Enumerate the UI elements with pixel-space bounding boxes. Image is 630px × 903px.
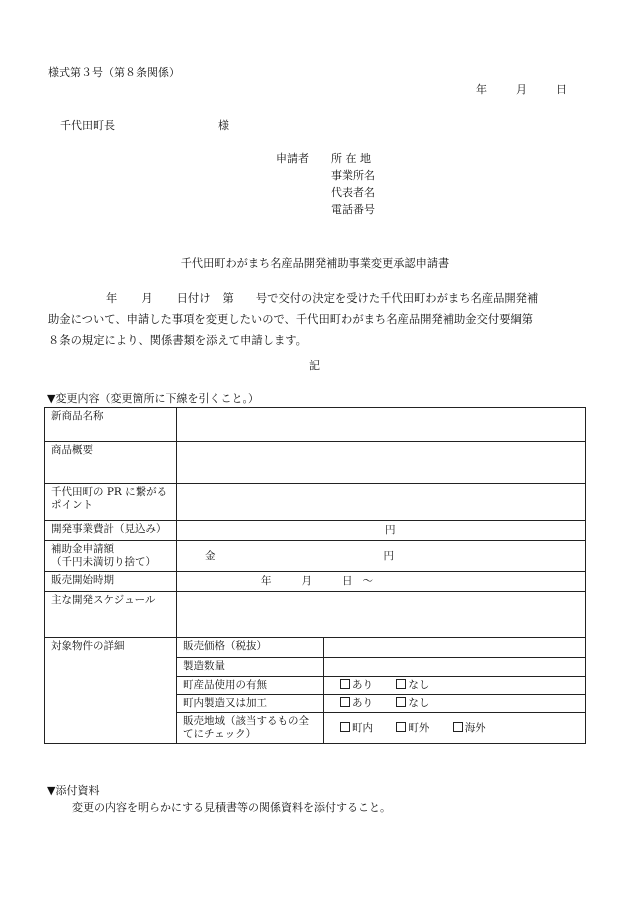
label-target-details: 対象物件の詳細: [45, 638, 177, 744]
attachments-note: 変更の内容を明らかにする見積書等の関係資料を添付すること。: [72, 801, 391, 814]
applicant-label: 申請者: [276, 152, 309, 165]
addressee: 千代田町長: [60, 119, 115, 132]
row-pr-point: [45, 484, 586, 521]
body-line-2: 助金について、申請した事項を変更したいので、千代田町わがまち名産品開発補助金交付要綱第: [48, 313, 534, 326]
body-paragraph: [48, 288, 588, 351]
field-local-use: [324, 677, 586, 695]
field-dev-cost[interactable]: [177, 521, 586, 541]
attachments-heading: ▼添付資料: [47, 784, 100, 797]
ki-mark: 記: [309, 359, 320, 372]
field-product-name[interactable]: [177, 408, 586, 442]
sales-area-overseas[interactable]: 海外: [453, 722, 486, 735]
label-pr-point: 千代田町の PR に繋がる ポイント: [45, 484, 177, 521]
sales-area-out-town[interactable]: 町外: [396, 722, 429, 735]
local-use-yes[interactable]: あり: [340, 679, 373, 692]
body-line-1: 年 月 日付け 第 号で交付の決定を受けた千代田町わがまち名産品開発補: [106, 292, 539, 305]
checkbox-icon: [396, 722, 406, 732]
form-number: 様式第３号（第８条関係）: [48, 66, 180, 79]
field-sales-start[interactable]: 年 月 日 ～: [177, 572, 586, 592]
local-manufacture-no[interactable]: なし: [396, 697, 429, 710]
document-title: 千代田町わがまち名産品開発補助事業変更承認申請書: [180, 257, 450, 270]
label-price: 販売価格（税抜）: [177, 638, 324, 658]
row-subsidy: [45, 541, 586, 572]
checkbox-icon: [340, 697, 350, 707]
label-sales-start: 販売開始時期: [45, 572, 177, 592]
field-subsidy[interactable]: [177, 541, 586, 572]
row-price: [45, 638, 586, 658]
row-product-overview: [45, 442, 586, 484]
checkbox-icon: [396, 679, 406, 689]
date-day: 日: [556, 83, 567, 96]
label-subsidy: 補助金申請額 （千円未満切り捨て）: [45, 541, 177, 572]
honorific: 様: [218, 119, 229, 132]
applicant-business-name: 事業所名: [331, 169, 375, 182]
label-local-manufacture: 町内製造又は加工: [177, 695, 324, 713]
row-schedule: [45, 592, 586, 638]
label-local-use: 町産品使用の有無: [177, 677, 324, 695]
field-local-manufacture: [324, 695, 586, 713]
field-price[interactable]: [324, 638, 586, 658]
changes-heading: ▼変更内容（変更箇所に下線を引くこと。）: [47, 392, 259, 405]
row-dev-cost: [45, 521, 586, 541]
applicant-representative: 代表者名: [331, 186, 375, 199]
dev-cost-yen: 円: [385, 524, 396, 536]
checkbox-icon: [453, 722, 463, 732]
field-sales-area: [324, 713, 586, 744]
checkbox-icon: [340, 722, 350, 732]
row-sales-start: [45, 572, 586, 592]
subsidy-kin: 金: [205, 549, 216, 562]
subsidy-yen: 円: [383, 549, 394, 562]
applicant-address: 所 在 地: [331, 152, 371, 165]
applicant-phone: 電話番号: [331, 203, 375, 216]
label-schedule: 主な開発スケジュール: [45, 592, 177, 638]
label-quantity: 製造数量: [177, 658, 324, 677]
label-product-overview: 商品概要: [45, 442, 177, 484]
body-line-3: ８条の規定により、関係書類を添えて申請します。: [48, 334, 307, 347]
label-product-name: 新商品名称: [45, 408, 177, 442]
label-sales-area: 販売地域（該当するもの全 てにチェック）: [177, 713, 324, 744]
field-quantity[interactable]: [324, 658, 586, 677]
date-month: 月: [516, 83, 527, 96]
checkbox-icon: [340, 679, 350, 689]
row-product-name: [45, 408, 586, 442]
date-line: [476, 83, 567, 97]
checkbox-icon: [396, 697, 406, 707]
field-pr-point[interactable]: [177, 484, 586, 521]
sales-area-in-town[interactable]: 町内: [340, 722, 373, 735]
local-use-no[interactable]: なし: [396, 679, 429, 692]
label-dev-cost: 開発事業費計（見込み）: [45, 521, 177, 541]
local-manufacture-yes[interactable]: あり: [340, 697, 373, 710]
field-product-overview[interactable]: [177, 442, 586, 484]
date-year: 年: [476, 83, 487, 96]
changes-table: [44, 407, 586, 744]
field-schedule[interactable]: [177, 592, 586, 638]
